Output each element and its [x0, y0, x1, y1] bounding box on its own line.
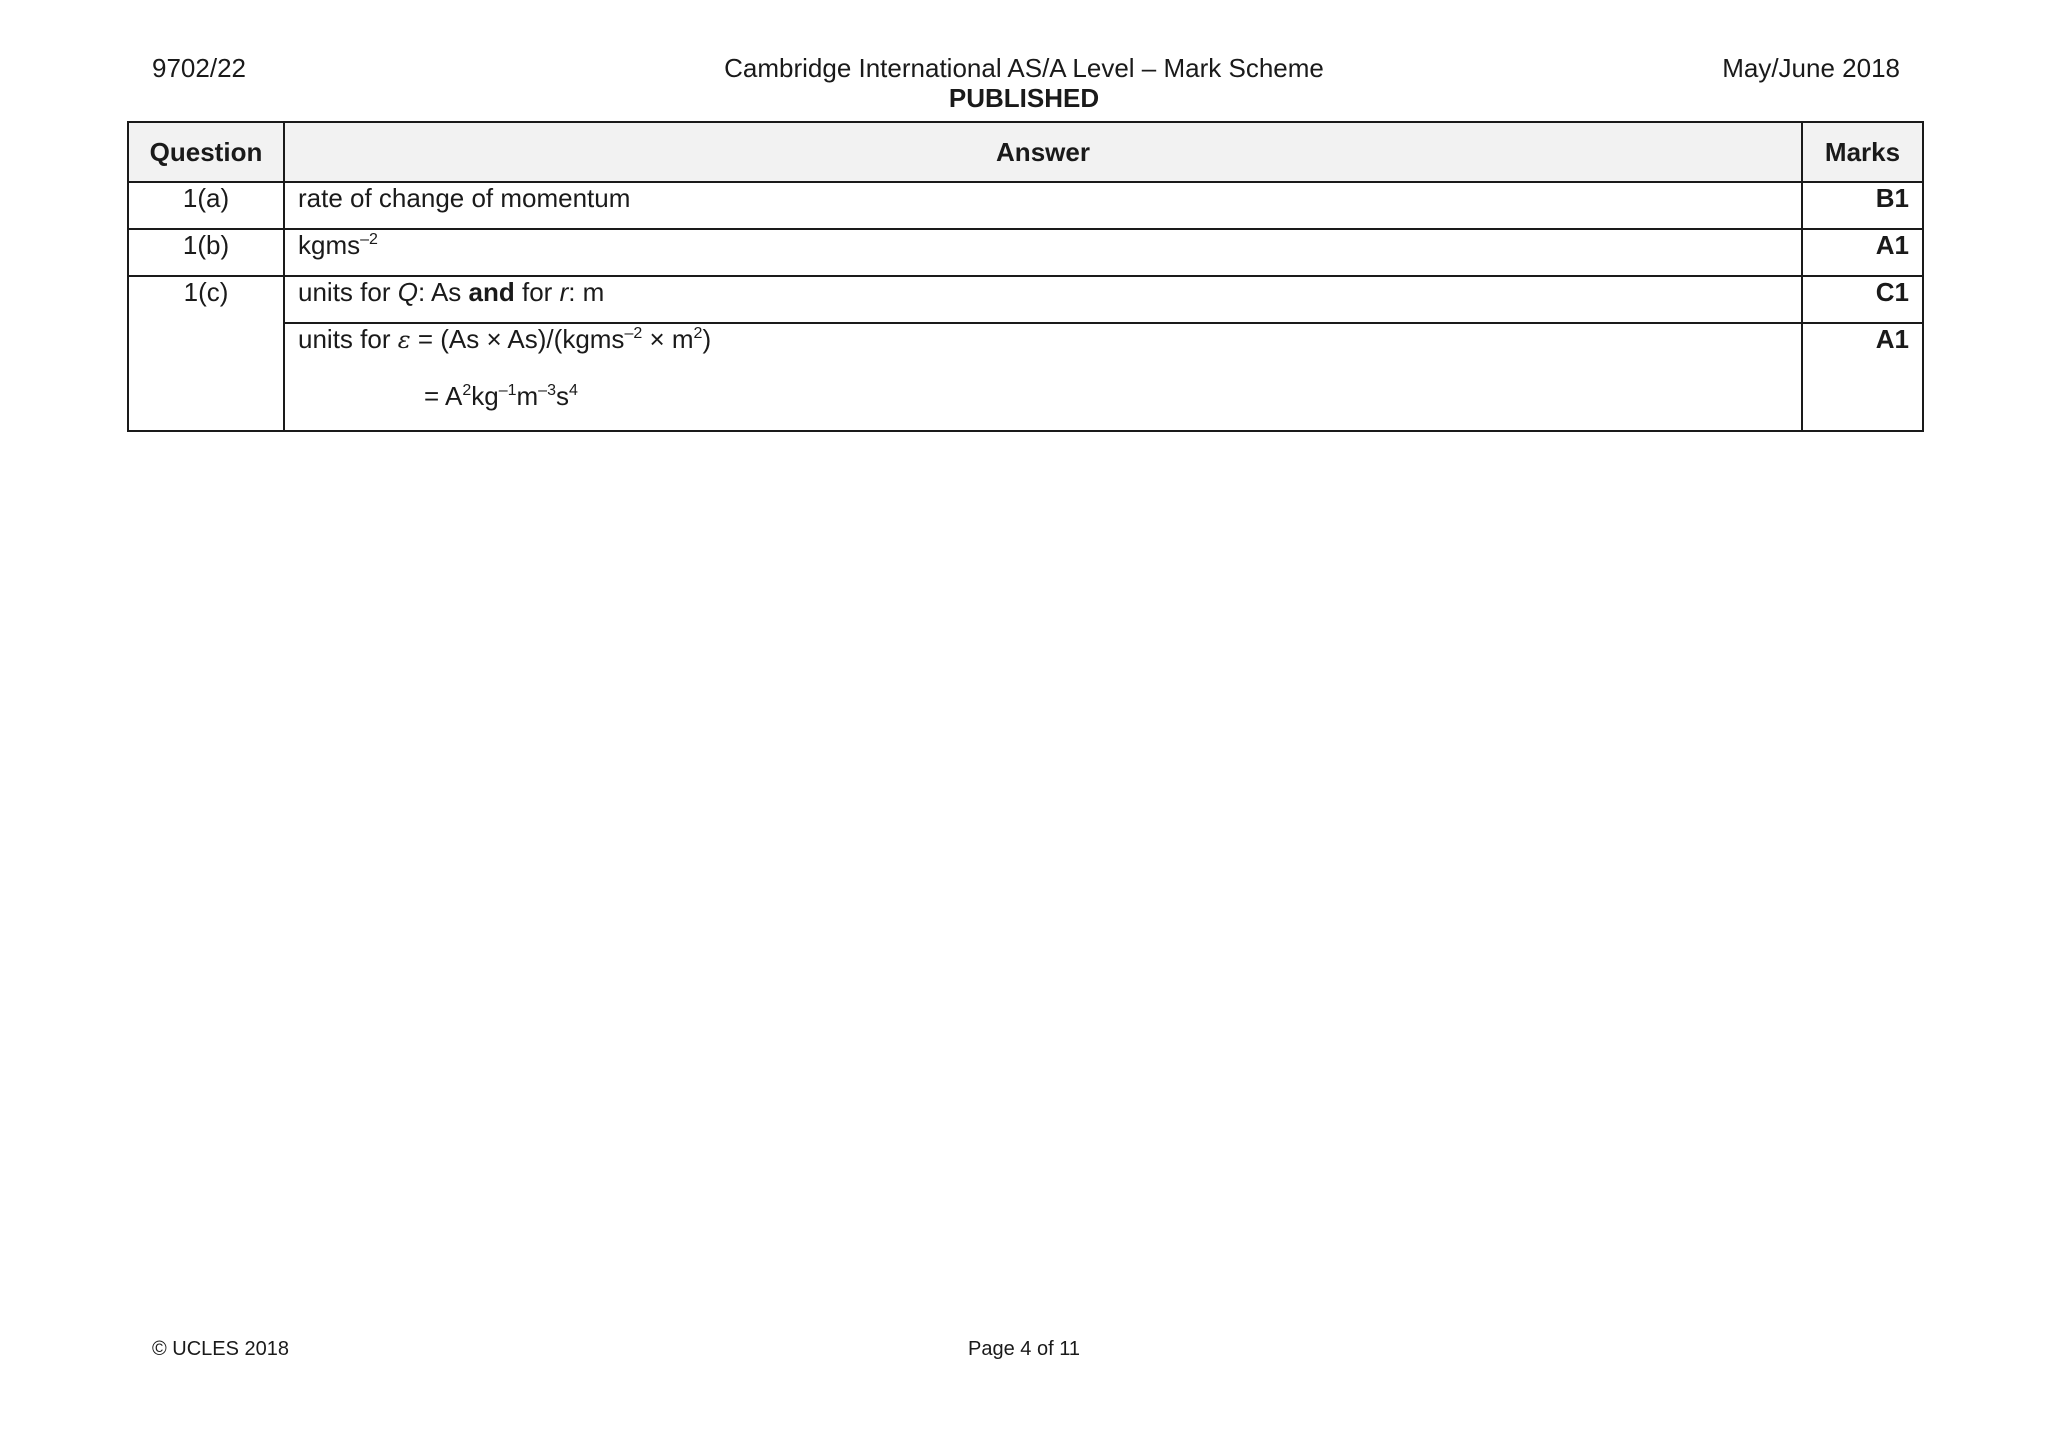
symbol-r: r	[559, 277, 569, 307]
emphasis-and: and	[468, 277, 515, 307]
answer-part: )	[702, 324, 712, 354]
answer-part: = (As × As)/(kgms	[410, 324, 625, 354]
exam-session: May/June 2018	[1722, 53, 1900, 83]
answer-text: rate of change of momentum	[284, 182, 1802, 229]
mark-code: C1	[1802, 276, 1923, 323]
answer-text	[284, 323, 1802, 431]
table-row	[128, 323, 1923, 431]
mark-code: A1	[1802, 229, 1923, 276]
symbol-q: Q	[397, 277, 418, 307]
answer-exponent: 4	[568, 382, 578, 399]
answer-part: kg	[471, 381, 499, 411]
answer-part: : As	[417, 277, 469, 307]
document-title: Cambridge International AS/A Level – Mark Scheme	[724, 53, 1324, 83]
question-number: 1(c)	[128, 276, 284, 431]
column-header-question: Question	[128, 122, 284, 182]
answer-line-2	[298, 381, 1788, 412]
table-row	[128, 182, 1923, 229]
answer-part: = A	[424, 381, 463, 411]
page-number: Page 4 of 11	[968, 1338, 1080, 1360]
copyright-notice: © UCLES 2018	[152, 1338, 290, 1360]
answer-part: : m	[568, 277, 605, 307]
question-number: 1(b)	[128, 229, 284, 276]
symbol-epsilon: ε	[397, 326, 411, 354]
answer-exponent: –2	[360, 231, 378, 248]
answer-part: s	[555, 381, 569, 411]
answer-text	[284, 229, 1802, 276]
answer-part: × m	[642, 324, 694, 354]
answer-part: m	[516, 381, 539, 411]
answer-exponent: 2	[462, 382, 472, 399]
mark-code: B1	[1802, 182, 1923, 229]
column-header-answer: Answer	[284, 122, 1802, 182]
mark-scheme-table	[127, 121, 1924, 432]
answer-exponent: –3	[538, 382, 556, 399]
table-row	[128, 276, 1923, 323]
answer-part: units for	[298, 277, 398, 307]
answer-exponent: –2	[624, 325, 643, 342]
answer-base: kgms	[298, 230, 361, 260]
mark-code: A1	[1802, 323, 1923, 431]
document-code: 9702/22	[152, 53, 246, 83]
answer-part: for	[514, 277, 560, 307]
answer-line-1	[298, 324, 1788, 355]
answer-exponent: –1	[498, 382, 517, 399]
table-header-row	[128, 122, 1923, 182]
answer-part: units for	[298, 324, 398, 354]
question-number: 1(a)	[128, 182, 284, 229]
table-row	[128, 229, 1923, 276]
document-subtitle: PUBLISHED	[948, 83, 1100, 113]
column-header-marks: Marks	[1802, 122, 1923, 182]
answer-text	[284, 276, 1802, 323]
answer-exponent: 2	[693, 325, 703, 342]
